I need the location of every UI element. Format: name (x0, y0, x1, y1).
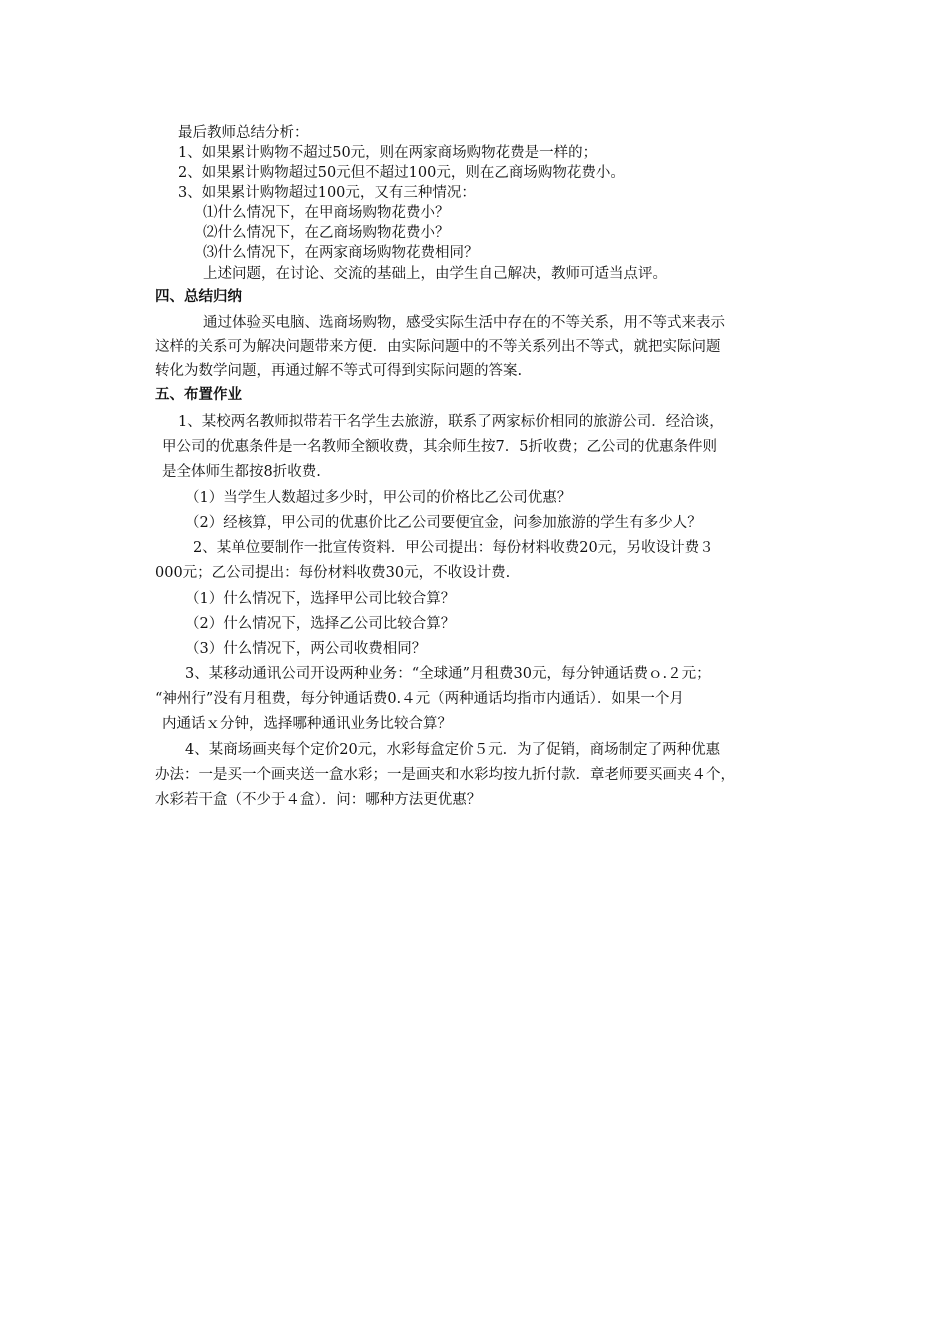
q2-sub-2: （2）什么情况下，选择乙公司比较合算？ (185, 616, 456, 632)
analysis-case-2: ⑵什么情况下，在乙商场购物花费小？ (203, 225, 450, 241)
analysis-item-1: 1、如果累计购物不超过50元，则在两家商场购物花费是一样的； (178, 145, 598, 161)
q2-line-2: 000元；乙公司提出：每份材料收费30元，不收设计费. (155, 565, 511, 581)
q1-sub-2: （2）经核算，甲公司的优惠价比乙公司要便宜金，问参加旅游的学生有多少人？ (185, 515, 702, 531)
analysis-case-3: ⑶什么情况下，在两家商场购物花费相同？ (203, 245, 479, 261)
analysis-case-1: ⑴什么情况下，在甲商场购物花费小？ (203, 205, 450, 221)
q3-line-2: “神州行”没有月租费，每分钟通话费0.４元（两种通话均指市内通话）．如果一个月 (155, 691, 684, 707)
summary-line-1: 通过体验买电脑、选商场购物，感受实际生活中存在的不等关系，用不等式来表示 (203, 315, 725, 331)
section-heading-summary: 四、总结归纳 (155, 289, 242, 305)
analysis-item-3: 3、如果累计购物超过100元，又有三种情况： (178, 185, 476, 201)
q1-sub-1: （1）当学生人数超过多少时，甲公司的价格比乙公司优惠？ (185, 490, 572, 506)
analysis-item-2: 2、如果累计购物超过50元但不超过100元，则在乙商场购物花费小。 (178, 165, 625, 181)
q3-line-1: 3、某移动通讯公司开设两种业务：“全球通”月租费30元，每分钟通话费ｏ.２元； (185, 666, 711, 682)
q2-sub-1: （1）什么情况下，选择甲公司比较合算？ (185, 591, 456, 607)
q2-line-1: 2、某单位要制作一批宣传资料．甲公司提出：每份材料收费20元，另收设计费３ (193, 540, 714, 556)
q1-line-1: 1、某校两名教师拟带若干名学生去旅游，联系了两家标价相同的旅游公司．经洽谈， (178, 414, 724, 430)
section-heading-homework: 五、布置作业 (155, 387, 242, 403)
q1-line-3: 是全体师生都按8折收费. (162, 464, 321, 480)
q4-line-2: 办法：一是买一个画夹送一盒水彩；一是画夹和水彩均按九折付款．章老师要买画夹４个， (155, 767, 735, 783)
q1-line-2: 甲公司的优惠条件是一名教师全额收费，其余师生按7．5折收费；乙公司的优惠条件则 (162, 439, 717, 455)
q3-line-3: 内通话ｘ分钟，选择哪种通讯业务比较合算？ (162, 716, 452, 732)
summary-line-2: 这样的关系可为解决问题带来方便．由实际问题中的不等关系列出不等式，就把实际问题 (155, 339, 721, 355)
summary-line-3: 转化为数学问题，再通过解不等式可得到实际问题的答案. (155, 363, 523, 379)
q4-line-1: 4、某商场画夹每个定价20元，水彩每盒定价５元．为了促销，商场制定了两种优惠 (185, 742, 721, 758)
analysis-intro: 最后教师总结分析： (178, 125, 309, 141)
analysis-note: 上述问题，在讨论、交流的基础上，由学生自己解决，教师可适当点评。 (203, 266, 667, 282)
q2-sub-3: （3）什么情况下，两公司收费相同？ (185, 641, 427, 657)
q4-line-3: 水彩若干盒（不少于４盒）．问：哪种方法更优惠？ (155, 792, 482, 808)
